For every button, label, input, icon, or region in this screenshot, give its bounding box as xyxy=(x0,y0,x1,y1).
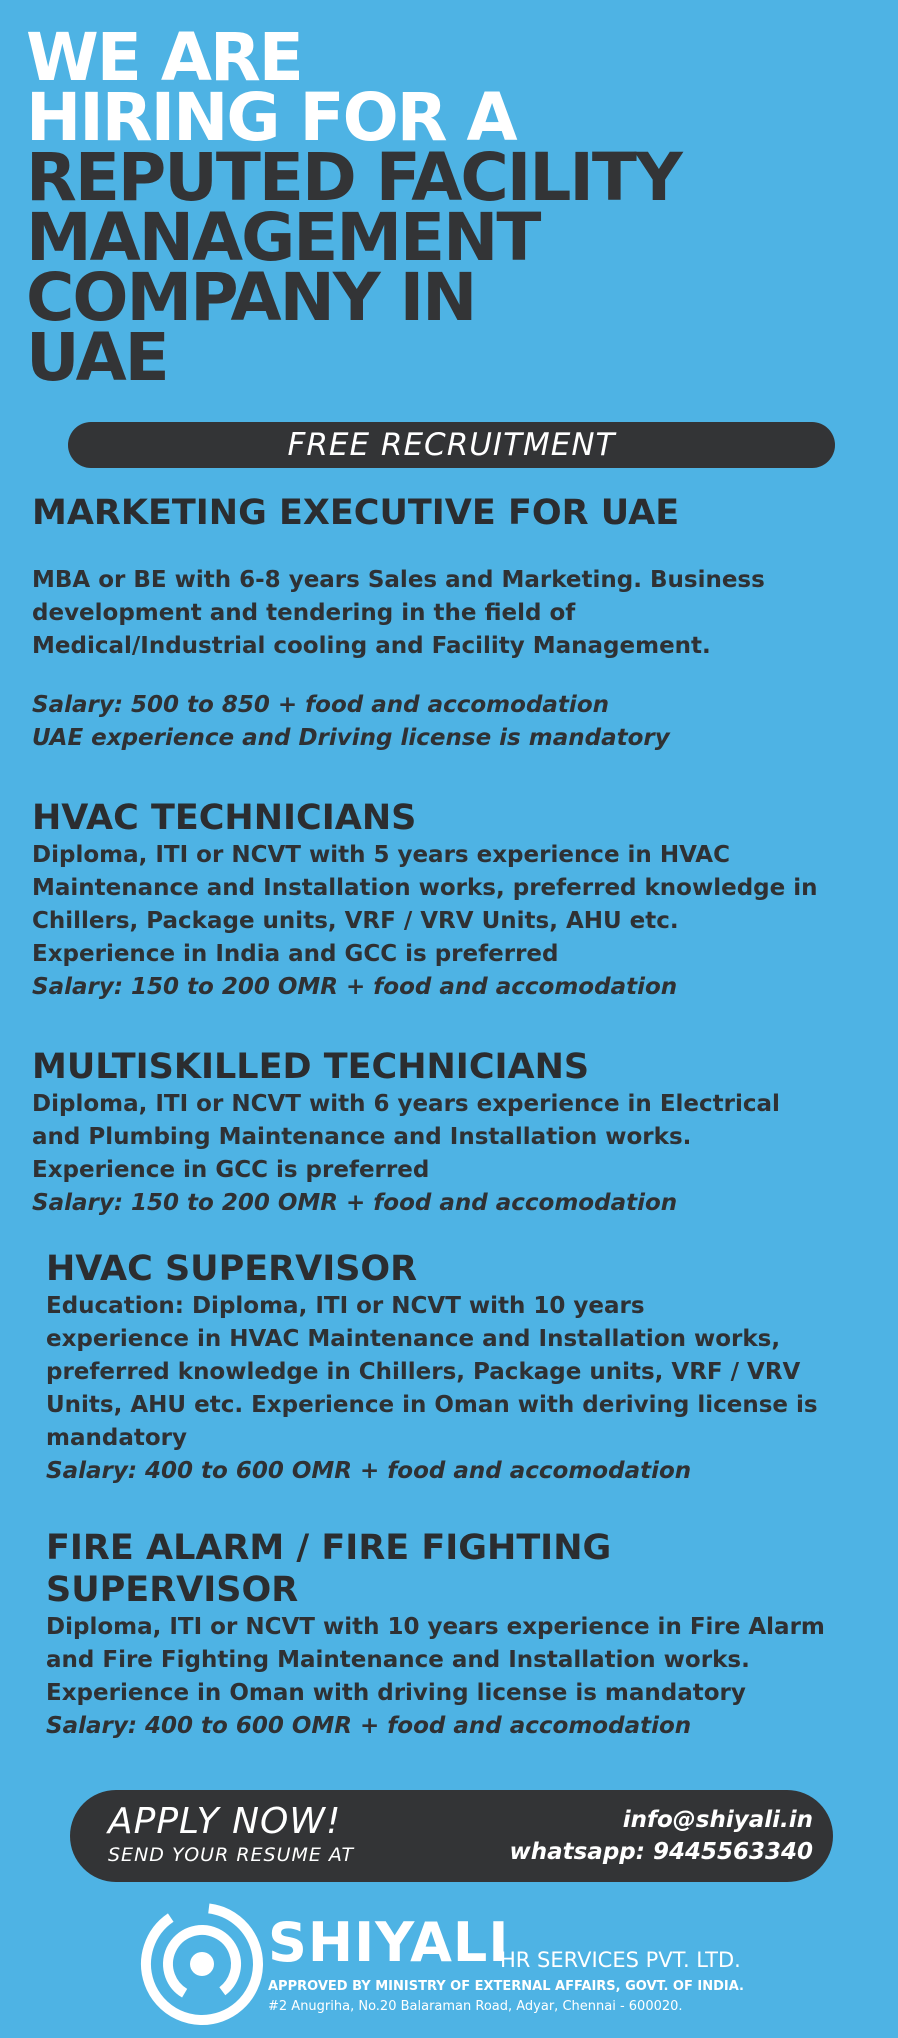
job-description-line: Diploma, ITI or NCVT with 5 years experience in HVAC xyxy=(32,842,730,868)
job-description-line: Maintenance and Installation works, preferred knowledge in xyxy=(32,875,818,901)
job-description-line: Experience in India and GCC is preferred xyxy=(32,941,559,967)
job-marketing-executive xyxy=(32,492,882,755)
job-salary: Salary: 500 to 850 + food and accomodation xyxy=(32,692,609,718)
shiyali-logo-icon xyxy=(140,1902,264,2026)
job-multiskilled-technicians xyxy=(32,1046,882,1220)
headline-line-6: UAE xyxy=(26,319,168,396)
headline-line-3: REPUTED FACILITY xyxy=(26,139,681,216)
headline-line-1: WE ARE xyxy=(26,19,302,96)
job-description-line: MBA or BE with 6-8 years Sales and Marketing. Business xyxy=(32,567,765,593)
brand-subtitle: HR SERVICES PVT. LTD. xyxy=(500,1948,741,1972)
apply-now-subtitle: SEND YOUR RESUME AT xyxy=(108,1844,355,1866)
headline xyxy=(26,19,681,396)
job-description-line: and Fire Fighting Maintenance and Installation works. xyxy=(46,1647,750,1673)
brand-name: SHIYALI xyxy=(268,1911,510,1974)
job-title: MARKETING EXECUTIVE FOR UAE xyxy=(32,493,680,533)
job-description-line: Experience in Oman with driving license is mandatory xyxy=(46,1680,746,1706)
job-title: MULTISKILLED TECHNICIANS xyxy=(32,1047,590,1087)
job-title: HVAC TECHNICIANS xyxy=(32,798,417,838)
apply-now-banner xyxy=(70,1790,833,1882)
headline-line-2: HIRING FOR A xyxy=(26,79,516,156)
headline-line-4: MANAGEMENT xyxy=(26,199,540,276)
job-hvac-technicians xyxy=(32,797,882,1004)
job-description-line: Diploma, ITI or NCVT with 6 years experience in Electrical xyxy=(32,1091,780,1117)
job-title: FIRE ALARM / FIRE FIGHTING xyxy=(46,1528,612,1568)
job-salary: Salary: 400 to 600 OMR + food and accomodation xyxy=(46,1458,692,1484)
job-description-line: development and tendering in the field of xyxy=(32,600,576,626)
job-description-line: Chillers, Package units, VRF / VRV Units, AHU etc. xyxy=(32,908,679,934)
job-title: HVAC SUPERVISOR xyxy=(46,1249,418,1289)
contact-email[interactable]: info@shiyali.in xyxy=(622,1807,813,1833)
job-description-line: Medical/Industrial cooling and Facility Management. xyxy=(32,633,711,659)
job-description-line: Education: Diploma, ITI or NCVT with 10 years xyxy=(46,1293,645,1319)
free-recruitment-banner: FREE RECRUITMENT xyxy=(68,422,835,468)
job-description-line: Experience in GCC is preferred xyxy=(32,1157,430,1183)
job-salary: Salary: 400 to 600 OMR + food and accomodation xyxy=(46,1713,692,1739)
job-description-line: preferred knowledge in Chillers, Package units, VRF / VRV xyxy=(46,1359,801,1385)
contact-whatsapp[interactable]: whatsapp: 9445563340 xyxy=(509,1839,813,1865)
job-salary: Salary: 150 to 200 OMR + food and accomodation xyxy=(32,974,678,1000)
job-description-line: Units, AHU etc. Experience in Oman with deriving license is xyxy=(46,1392,818,1418)
apply-now-title: APPLY NOW! xyxy=(108,1801,342,1842)
job-requirement-note: UAE experience and Driving license is mandatory xyxy=(32,725,670,751)
job-description-line: Diploma, ITI or NCVT with 10 years experience in Fire Alarm xyxy=(46,1614,825,1640)
headline-line-5: COMPANY IN xyxy=(26,259,476,336)
approval-text: APPROVED BY MINISTRY OF EXTERNAL AFFAIRS, GOVT. OF INDIA. xyxy=(268,1979,744,1994)
job-description-line: mandatory xyxy=(46,1425,187,1451)
job-salary: Salary: 150 to 200 OMR + food and accomodation xyxy=(32,1190,678,1216)
job-description-line: experience in HVAC Maintenance and Installation works, xyxy=(46,1326,781,1352)
job-fire-alarm-supervisor xyxy=(46,1527,896,1743)
job-description-line: and Plumbing Maintenance and Installation works. xyxy=(32,1124,692,1150)
job-hvac-supervisor xyxy=(46,1248,896,1488)
company-address: #2 Anugriha, No.20 Balaraman Road, Adyar, Chennai - 600020. xyxy=(268,1999,683,2014)
job-title-continued: SUPERVISOR xyxy=(46,1570,299,1610)
